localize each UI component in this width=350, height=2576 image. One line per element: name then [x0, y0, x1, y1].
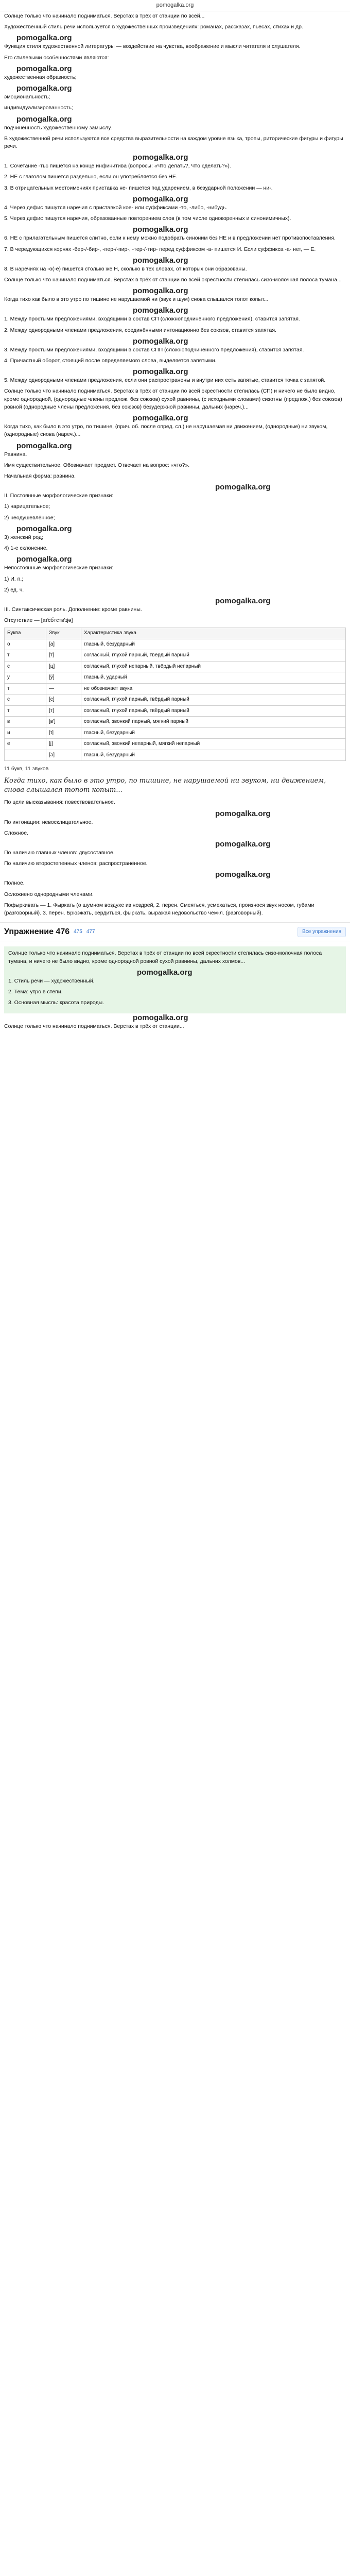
morph-syntax: III. Синтаксическая роль. Дополнение: кроме равнины. [4, 606, 142, 613]
watermark-logo: pomogalka.org [133, 367, 188, 377]
watermark-logo: pomogalka.org [133, 306, 188, 315]
analysis-item: Полное. [4, 880, 25, 887]
morph-item: 1) нарицательное; [4, 503, 50, 510]
table-row [5, 683, 346, 694]
rule-item: 8. В наречиях на -о(-е) пишется столько же Н, сколько в тех словах, от которых они образованы. [4, 265, 247, 272]
watermark-logo: pomogalka.org [133, 414, 188, 423]
table-row [5, 750, 346, 761]
next-exercise-content [0, 945, 350, 1030]
table-cell: — [46, 683, 81, 694]
analysis-item: Осложнено однородными членами. [4, 891, 94, 897]
table-cell: гласный, ударный [81, 672, 345, 684]
handwritten-analysis: Когда тихо, как было в это утро, по тишине, не нарушаемой ни звуком, ни движением, снова слышался топот копыт... [4, 776, 326, 794]
morph-item: 3) женский род; [4, 534, 43, 540]
table-cell: гласный, безударный [81, 750, 345, 761]
table-row [5, 705, 346, 717]
site-header [0, 0, 350, 11]
intro-text: Функция стиля художественной литературы — воздействие на чувства, воображение и мысли читателя и слушателя. [4, 43, 301, 50]
syntax-note: 1. Между простыми предложениями, входящими в состав СП (сложноподчинённого предложения), ставится запятая. [4, 316, 300, 323]
table-row [5, 661, 346, 672]
column-header: Звук [46, 628, 81, 639]
syntax-note: 3. Между простыми предложениями, входящими в состав СПП (сложноподчинённого предложения), ставится запятая. [4, 346, 304, 353]
watermark-logo: pomogalka.org [16, 64, 72, 73]
table-cell: [т] [46, 705, 81, 717]
site-name[interactable]: pomogalka.org [156, 2, 194, 8]
table-cell: [у́] [46, 672, 81, 684]
watermark-logo: pomogalka.org [133, 194, 188, 204]
phonetic-summary: 11 букв, 11 звуков [4, 766, 49, 772]
morph-title: Равнина. [4, 451, 27, 457]
rule-item: 6. НЕ с прилагательным пишется слитно, если к нему можно подобрать синоним без НЕ и в предложении нет противопоставления. [4, 235, 336, 242]
article [0, 11, 350, 917]
next-exercise-link[interactable]: 477 [86, 928, 95, 935]
table-row [5, 694, 346, 706]
rule-item: 2. НЕ с глаголом пишется раздельно, если он употребляется без НЕ. [4, 174, 178, 180]
intro-text: Художественный стиль речи используется в художественных произведениях: романах, рассказах, пьесах, стихах и др. [4, 24, 303, 30]
highlighted-text [4, 946, 346, 1013]
watermark-logo: pomogalka.org [133, 336, 188, 346]
exercise-text: Солнце только что начинало подниматься. Верстах в трёх от станции по всей окрестности стелилась (СП) и ничего не было видно, кроме однородной, (однородные члены предлож. без союзов) сухой равнины, (с исходными словами) сизотны (предлож.) без союзов) ровной (однородные члены предложения, без союзов) безудержной равнины, дальних (нареч.)... [4, 388, 342, 410]
exercise-text: Солнце только что начинало подниматься. Верстах в трёх от станции... [4, 1023, 184, 1029]
table-row [5, 639, 346, 650]
feature-item: подчинённость художественному замыслу. [4, 124, 112, 131]
column-header: Буква [5, 628, 46, 639]
table-row [5, 717, 346, 728]
exercise-text: Когда тихо как было в это утро по тишине не нарушаемой ни (звук и шум) снова слышался топот копыт... [4, 296, 269, 303]
table-cell: у [5, 672, 46, 684]
phonetic-table [4, 628, 346, 761]
morph-analysis [4, 451, 346, 614]
exercise-text: Солнце только что начинало подниматься. Верстах в трёх от станции по всей окрестности стелилась сизо-молочная полоса тумана, и ничего не было видно, кроме однородной ровной сухой равнины, дальних холмов... [8, 950, 322, 964]
exercise-text: Когда тихо, как было в это утро, по тишине, (прич. об. после опред. сл.) не нарушаемая ни движением, (однородные) ни звуком, (однородные) снова (нареч.)... [4, 423, 328, 438]
phonetic-title: Отсутствие — [ат͡сʊ́тств'ɪjə] [4, 617, 73, 624]
table-cell: не обозначает звука [81, 683, 345, 694]
table-cell: [ə] [46, 750, 81, 761]
table-cell: [ɪ] [46, 727, 81, 739]
morph-const-title: II. Постоянные морфологические признаки: [4, 493, 114, 499]
table-cell: [ц] [46, 661, 81, 672]
morph-item: 2) ед. ч. [4, 586, 24, 593]
watermark-logo: pomogalka.org [16, 33, 72, 43]
watermark-logo: pomogalka.org [16, 84, 72, 93]
answer-item: 2. Тема: утро в степи. [8, 989, 63, 995]
intro-text: Его стилевыми особенностями являются: [4, 54, 109, 61]
table-cell: [а] [46, 639, 81, 650]
syntax-note: 5. Между однородными членами предложения, если они распространены и внутри них есть запятые, ставится точка с запятой. [4, 377, 326, 384]
answer-item: 1. Стиль речи — художественный. [8, 977, 95, 984]
watermark-logo: pomogalka.org [215, 870, 271, 879]
analysis-item: По интонации: невосклицательное. [4, 819, 93, 825]
exercise-title: Упражнение 476 [4, 927, 70, 937]
syntax-note: 2. Между однородными членами предложения, соединёнными интонационно без союзов, ставится запятая. [4, 327, 276, 333]
table-cell: [в'] [46, 717, 81, 728]
table-cell [5, 750, 46, 761]
watermark-logo: pomogalka.org [215, 839, 271, 849]
watermark-logo: pomogalka.org [16, 555, 72, 564]
table-cell: [т] [46, 650, 81, 662]
morph-item: 1) И. п.; [4, 575, 24, 582]
table-cell: согласный, звонкий непарный, мягкий непарный [81, 739, 345, 750]
watermark-logo: pomogalka.org [16, 441, 72, 450]
morph-var-title: Непостоянные морфологические признаки: [4, 565, 114, 571]
exercise-text: Солнце только что начинало подниматься. Верстах в трёх от станции по всей окрестности стелилась сизо-молочная полоса тумана... [4, 276, 342, 283]
table-cell: с [5, 661, 46, 672]
exercise-nav [0, 922, 350, 941]
table-row [5, 739, 346, 750]
rule-item: 3. В отрицательных местоимениях приставка не- пишется под ударением, в безударной положении — ни-. [4, 184, 273, 191]
watermark-logo: pomogalka.org [133, 1013, 188, 1022]
table-cell: е [5, 739, 46, 750]
morph-item: 4) 1-е склонение. [4, 545, 48, 552]
analysis-item: По наличию второстепенных членов: распространённое. [4, 860, 148, 867]
table-cell: согласный, глухой парный, твёрдый парный [81, 694, 345, 706]
watermark-logo: pomogalka.org [16, 114, 72, 124]
table-cell: согласный, глухой непарный, твёрдый непарный [81, 661, 345, 672]
table-cell: согласный, глухой парный, твёрдый парный [81, 650, 345, 662]
table-row [5, 727, 346, 739]
watermark-logo: pomogalka.org [133, 225, 188, 234]
table-row [5, 672, 346, 684]
table-cell: согласный, звонкий парный, мягкий парный [81, 717, 345, 728]
table-cell: [с] [46, 694, 81, 706]
watermark-logo: pomogalka.org [215, 596, 271, 605]
watermark-logo: pomogalka.org [16, 524, 72, 533]
intro-text: Солнце только что начинало подниматься. Верстах в трёх от станции по всей... [4, 13, 205, 19]
feature-item: эмоциональность; [4, 94, 50, 100]
prev-exercise-link[interactable]: 475 [74, 928, 82, 935]
table-cell: [j] [46, 739, 81, 750]
table-cell: в [5, 717, 46, 728]
rule-item: 7. В чередующихся корнях -бер-/-бир-, -пер-/-пир-, -тер-/-тир- перед суффиксом -а- пишется И. Если суффикса -а- нет, — Е. [4, 246, 316, 252]
watermark-logo: pomogalka.org [215, 483, 271, 492]
table-cell: о [5, 639, 46, 650]
analysis-item: По наличию главных членов: двусоставное. [4, 849, 115, 856]
table-cell: с [5, 694, 46, 706]
all-exercises-button[interactable]: Все упражнения [297, 927, 346, 938]
rule-item: 5. Через дефис пишутся наречия, образованные повторением слов (в том числе однокоренных и синонимичных). [4, 215, 291, 222]
watermark-logo: pomogalka.org [133, 153, 188, 162]
analysis-item: Сложное. [4, 829, 28, 836]
watermark-logo: pomogalka.org [215, 809, 271, 818]
analysis-item: По цели высказывания: повествовательное. [4, 799, 115, 806]
morph-item: 2) неодушевлённое; [4, 514, 55, 521]
watermark-logo: pomogalka.org [133, 256, 188, 265]
feature-item: индивидуализированность; [4, 105, 73, 111]
morph-question: Имя существительное. Обозначает предмет. Отвечает на вопрос: «что?». [4, 462, 190, 468]
table-cell: гласный, безударный [81, 639, 345, 650]
table-cell: гласный, безударный [81, 727, 345, 739]
morph-initial: Начальная форма: равнина. [4, 473, 76, 479]
table-cell: т [5, 650, 46, 662]
table-cell: согласный, глухой парный, твёрдый парный [81, 705, 345, 717]
table-cell: и [5, 727, 46, 739]
syntax-note: 4. Причастный оборот, стоящий после определяемого слова, выделяется запятыми. [4, 358, 217, 364]
table-cell: т [5, 683, 46, 694]
answer-item: 3. Основная мысль: красота природы. [8, 999, 104, 1006]
watermark-logo: pomogalka.org [133, 286, 188, 296]
table-row [5, 650, 346, 662]
table-cell: т [5, 705, 46, 717]
table-header-row [5, 628, 346, 639]
rule-item: 1. Сочетание -тьс пишется на конце инфинитива (вопросы: «Что делать?, Что сделать?»). [4, 163, 231, 170]
feature-item: художественная образность; [4, 74, 77, 80]
watermark-logo: pomogalka.org [137, 968, 192, 977]
feature-note: В художественной речи используются все средства выразительности на каждом уровне языка, тропы, риторические фигуры и фигуры речи. [4, 135, 343, 149]
rule-item: 4. Через дефис пишутся наречия с приставкой кое- или суффиксами -то, -либо, -нибудь. [4, 204, 227, 211]
column-header: Характеристика звука [81, 628, 345, 639]
vocabulary-entry: Пофыркивать — 1. Фыркать (о шумном воздухе из ноздрей, 2. перен. Смеяться, усмехаться, произнося звук носом, губами (разговорный). 3. перен. Брюзжать, сердиться, фыркать, выражая недовольство чем-л. (разговорный). [4, 902, 314, 917]
sentence-analysis [4, 799, 346, 899]
